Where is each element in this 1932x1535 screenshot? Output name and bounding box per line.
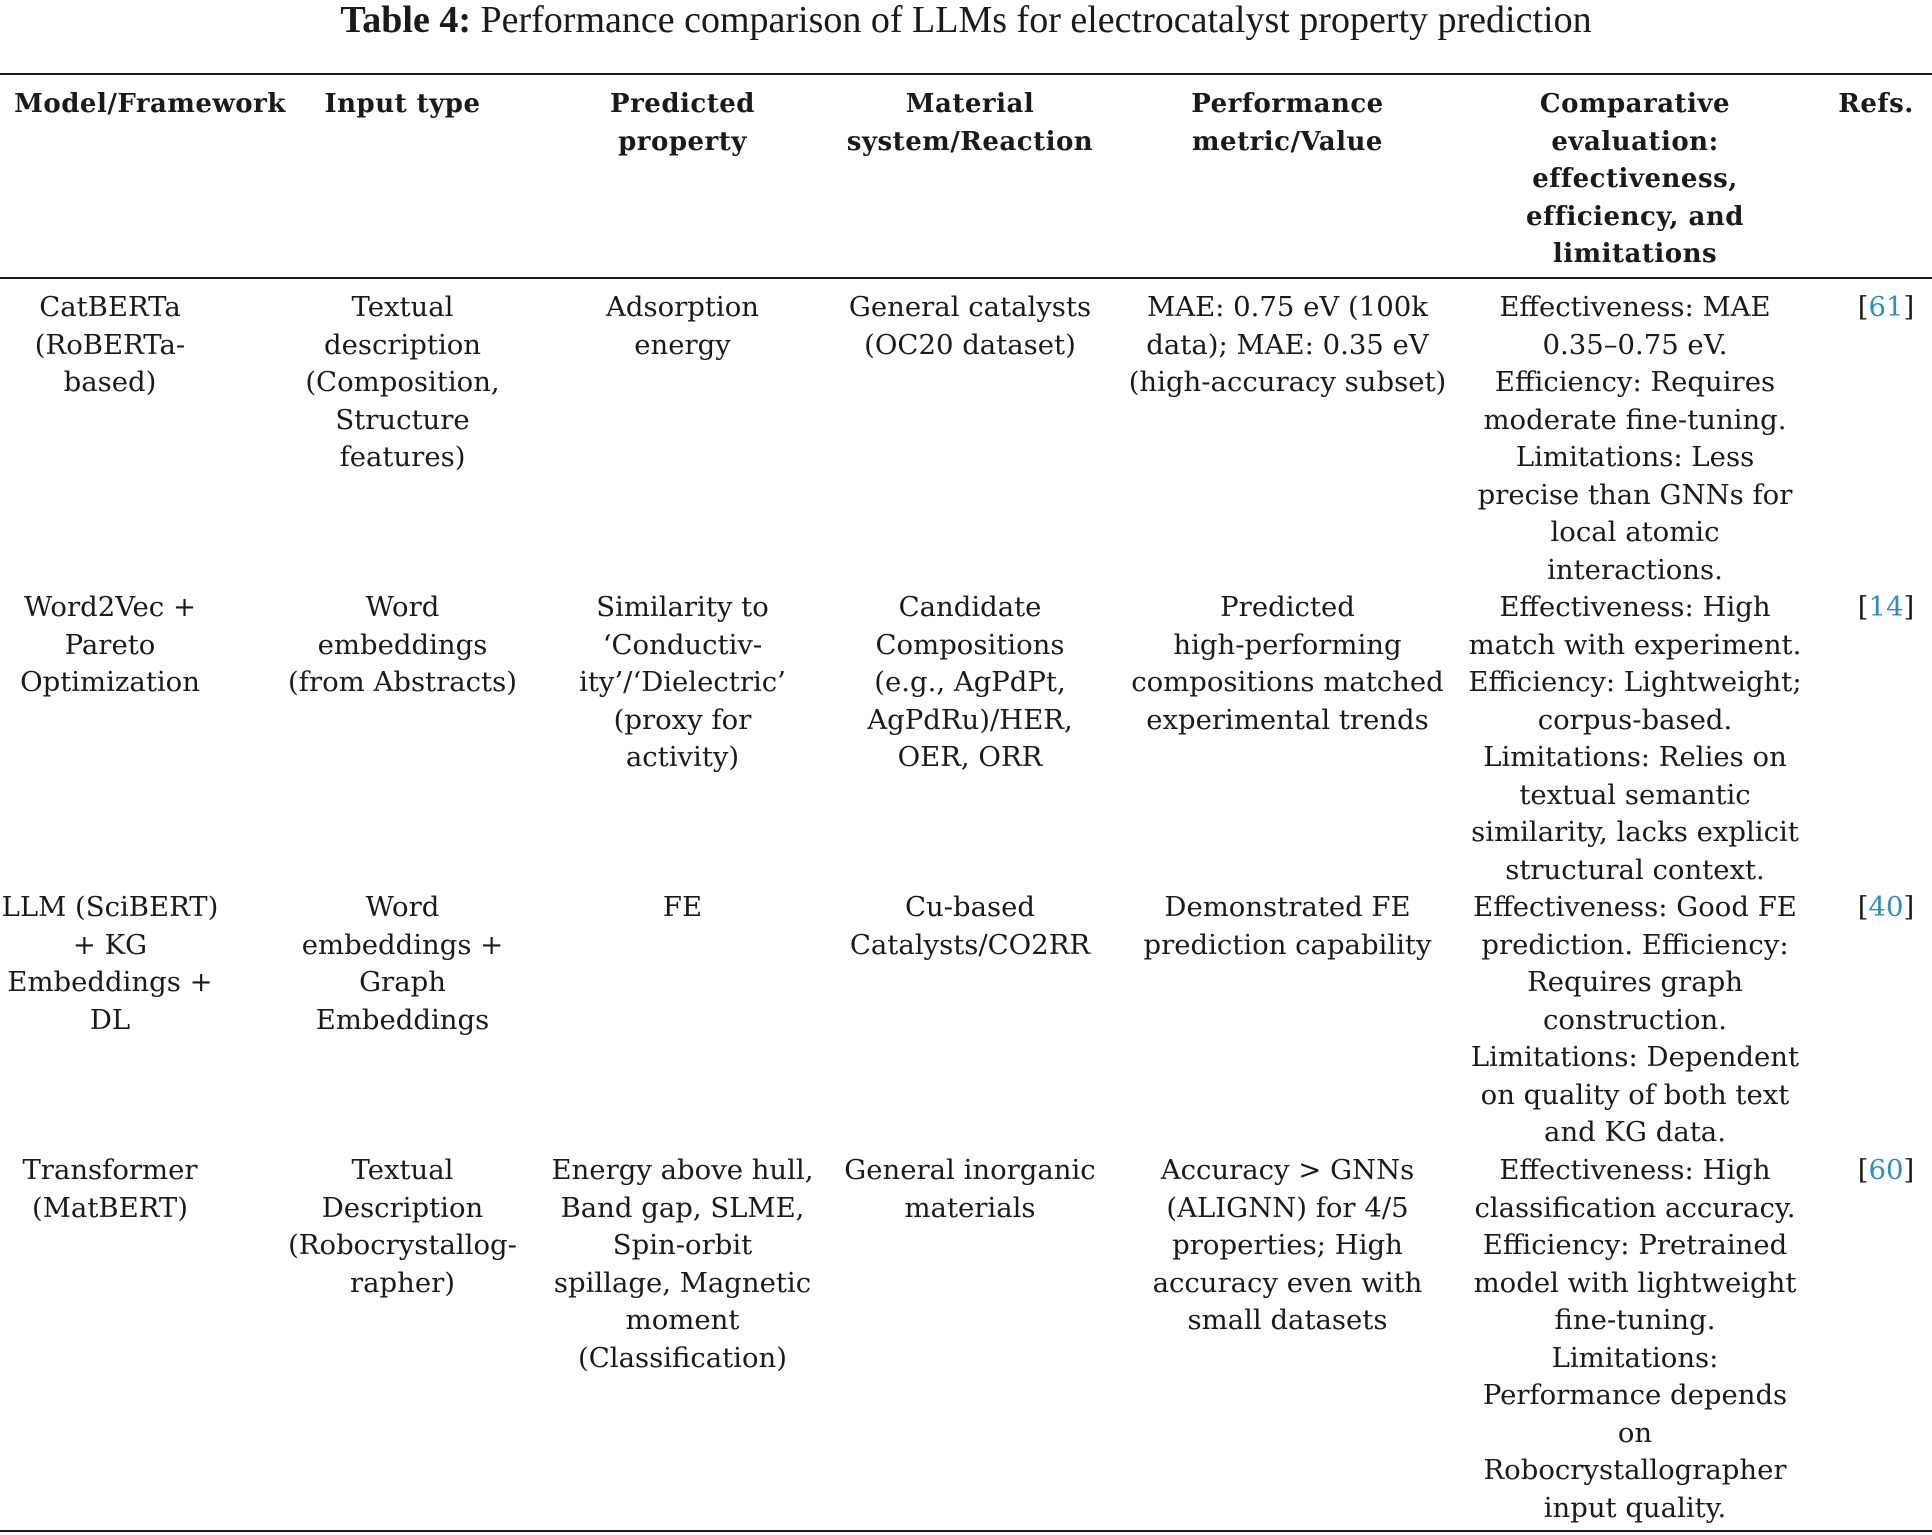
header-evaluation: Comparative evaluation: effectiveness, efficiency, and limitations — [1526, 89, 1744, 269]
header-refs: Refs. — [1838, 89, 1914, 119]
row3-input: Word embeddings + Graph Embeddings — [301, 891, 504, 1036]
row3-material: Cu-based Catalysts/CO2RR — [849, 891, 1091, 961]
row1-property: Adsorption energy — [606, 291, 759, 361]
row3-model: LLM (SciBERT) + KG Embeddings + DL — [1, 891, 219, 1036]
header-input: Input type — [324, 89, 481, 119]
header-material: Material system/Reaction — [846, 89, 1094, 157]
row2-ref: [14] — [1857, 591, 1915, 623]
table-label: Table 4: — [340, 0, 471, 41]
row4-property: Energy above hull, Band gap, SLME, Spin-orbit spillage, Magnetic moment (Classification) — [551, 1154, 814, 1374]
bottom-rule — [0, 1530, 1932, 1532]
header-metric: Performance metric/Value — [1191, 89, 1384, 157]
row1-input: Textual description (Composition, Structure features) — [305, 291, 500, 473]
row2-input: Word embeddings (from Abstracts) — [288, 591, 517, 698]
row2-property: Similarity to ‘Conductiv- ity’/‘Dielectric’ (proxy for activity) — [579, 591, 786, 773]
row1-metric: MAE: 0.75 eV (100k data); MAE: 0.35 eV (high-accuracy subset) — [1128, 291, 1447, 398]
row3-ref: [40] — [1857, 891, 1915, 923]
row3-ref-link[interactable]: 40 — [1868, 891, 1904, 923]
header-property: Predicted property — [610, 89, 755, 157]
row4-ref: [60] — [1857, 1154, 1915, 1186]
row4-model: Transformer (MatBERT) — [22, 1154, 198, 1224]
row1-model: CatBERTa (RoBERTa- based) — [34, 291, 186, 398]
row1-ref-link[interactable]: 61 — [1868, 291, 1904, 323]
table-title: Performance comparison of LLMs for electrocatalyst property prediction — [480, 0, 1592, 41]
row1-material: General catalysts (OC20 dataset) — [848, 291, 1092, 361]
row2-metric: Predicted high-performing compositions matched experimental trends — [1131, 591, 1444, 736]
row2-material: Candidate Compositions (e.g., AgPdPt, AgPdRu)/HER, OER, ORR — [867, 591, 1073, 773]
row1-ref: [61] — [1857, 291, 1915, 323]
header-model: Model/Framework — [14, 89, 286, 119]
row4-material: General inorganic materials — [844, 1154, 1096, 1224]
top-rule — [0, 73, 1932, 75]
header-rule — [0, 277, 1932, 279]
table-caption — [0, 0, 1932, 40]
row4-ref-link[interactable]: 60 — [1868, 1154, 1904, 1186]
row4-input: Textual Description (Robocrystallog- rapher) — [288, 1154, 517, 1299]
row2-evaluation: Effectiveness: High match with experiment. Efficiency: Lightweight; corpus-based. Limitations: Relies on textual semantic similarity, lacks explicit structural context. — [1468, 591, 1802, 886]
row1-evaluation: Effectiveness: MAE 0.35–0.75 eV. Efficiency: Requires moderate fine-tuning. Limitations: Less precise than GNNs for local atomic interactions. — [1477, 291, 1793, 586]
row2-ref-link[interactable]: 14 — [1868, 591, 1904, 623]
row2-model: Word2Vec + Pareto Optimization — [20, 591, 200, 698]
row4-evaluation: Effectiveness: High classification accuracy. Efficiency: Pretrained model with lightweight fine-tuning. Limitations: Performance depends on Robocrystallographer input quality. — [1473, 1154, 1797, 1524]
row3-property: FE — [662, 891, 703, 923]
row3-evaluation: Effectiveness: Good FE prediction. Efficiency: Requires graph construction. Limitations: Dependent on quality of both text and KG data. — [1470, 891, 1800, 1148]
row4-metric: Accuracy > GNNs (ALIGNN) for 4/5 properties; High accuracy even with small datasets — [1152, 1154, 1423, 1336]
row3-metric: Demonstrated FE prediction capability — [1143, 891, 1432, 961]
